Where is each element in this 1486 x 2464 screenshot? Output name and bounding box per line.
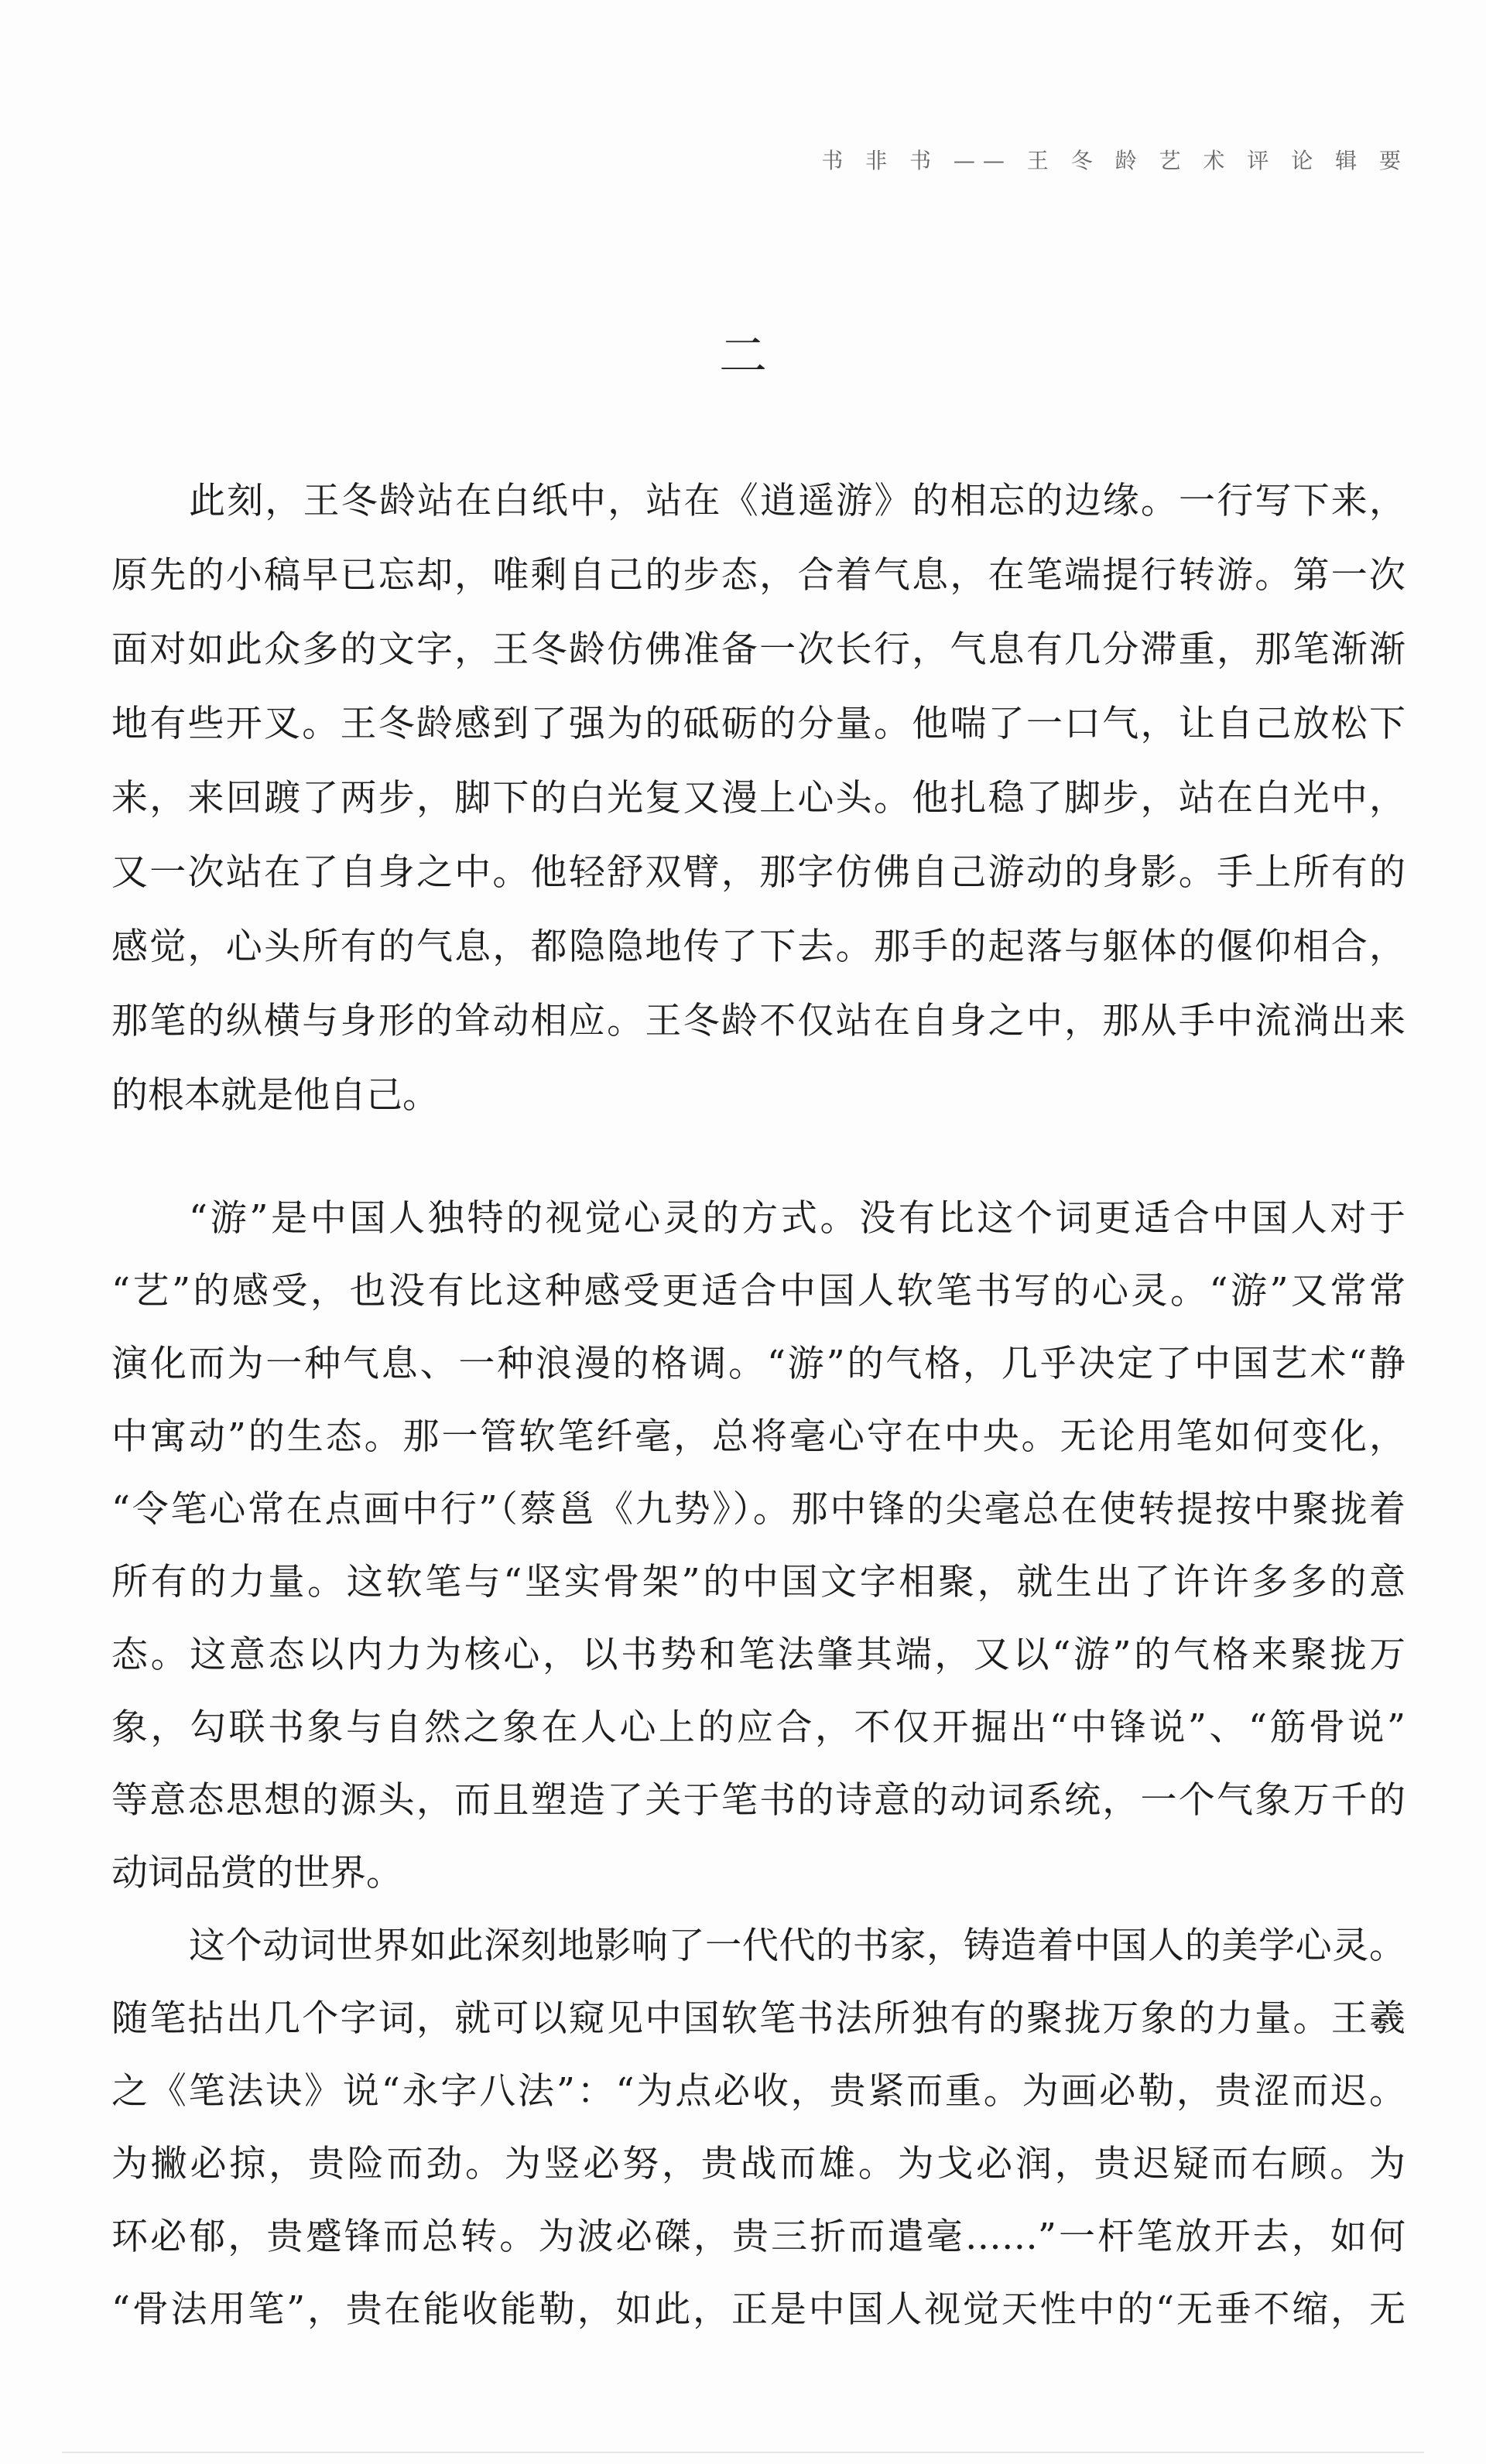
text-line: 态。这意态以内力为核心，以书势和笔法肇其端，又以“游”的气格来聚拢万: [111, 1634, 1406, 1676]
text-line: 随笔拈出几个字词，就可以窥见中国软笔书法所独有的聚拢万象的力量。王羲: [111, 1997, 1406, 2040]
passage-one: [111, 464, 1406, 1133]
text-line: 中寓动”的生态。那一管软笔纤毫，总将毫心守在中央。无论用笔如何变化，: [111, 1415, 1406, 1458]
text-line: 地有些开叉。王冬龄感到了强为的砥砺的分量。他喘了一口气，让自己放松下: [111, 703, 1406, 745]
text-line: 演化而为一种气息、一种浪漫的格调。“游”的气格，几乎决定了中国艺术“静: [111, 1343, 1406, 1385]
text-line: 所有的力量。这软笔与“坚实骨架”的中国文字相聚，就生出了许许多多的意: [111, 1561, 1406, 1603]
text-line: 这个动词世界如此深刻地影响了一代代的书家，铸造着中国人的美学心灵。: [189, 1925, 1406, 1967]
text-line: 原先的小稿早已忘却，唯剩自己的步态，合着气息，在笔端提行转游。第一次: [111, 554, 1406, 597]
text-line: 又一次站在了自身之中。他轻舒双臂，那字仿佛自己游动的身影。手上所有的: [111, 851, 1406, 894]
text-line: 之《笔法诀》说“永字八法”：“为点必收，贵紧而重。为画必勒，贵涩而迟。: [111, 2070, 1406, 2113]
text-line: 此刻，王冬龄站在白纸中，站在《逍遥游》的相忘的边缘。一行写下来，: [189, 480, 1406, 522]
section-number: 二: [718, 327, 767, 384]
text-line: 象，勾联书象与自然之象在人心上的应合，不仅开掘出“中锋说”、“筋骨说”: [111, 1706, 1406, 1749]
page-bottom-edge: [62, 2452, 1424, 2453]
text-line: “艺”的感受，也没有比这种感受更适合中国人软笔书写的心灵。“游”又常常: [111, 1270, 1406, 1312]
text-line: “游”是中国人独特的视觉心灵的方式。没有比这个词更适合中国人对于: [189, 1197, 1406, 1240]
running-header: 书 非 书 —— 王 冬 龄 艺 术 评 论 辑 要: [821, 148, 1409, 173]
text-line: 面对如此众多的文字，王冬龄仿佛准备一次长行，气息有几分滞重，那笔渐渐: [111, 628, 1406, 671]
text-line: 的根本就是他自己。: [111, 1074, 439, 1117]
text-line: “令笔心常在点画中行”（蔡邕《九势》）。那中锋的尖毫总在使转提按中聚拢着: [111, 1488, 1406, 1531]
text-line: 来，来回踱了两步，脚下的白光复又漫上心头。他扎稳了脚步，站在白光中，: [111, 777, 1406, 820]
text-line: 那笔的纵横与身形的耸动相应。王冬龄不仅站在自身之中，那从手中流淌出来: [111, 1000, 1406, 1042]
text-line: 感觉，心头所有的气息，都隐隐地传了下去。那手的起落与躯体的偃仰相合，: [111, 926, 1406, 968]
text-line: 为撇必掠，贵险而劲。为竖必努，贵战而雄。为戈必润，贵迟疑而右顾。为: [111, 2143, 1406, 2185]
text-line: 动词品赏的世界。: [111, 1852, 402, 1894]
text-line: 环必郁，贵蹙锋而总转。为波必磔，贵三折而遣毫……”一杆笔放开去，如何: [111, 2216, 1406, 2258]
text-line: 等意态思想的源头，而且塑造了关于笔书的诗意的动词系统，一个气象万千的: [111, 1779, 1406, 1822]
text-line: “骨法用笔”，贵在能收能勒，如此，正是中国人视觉天性中的“无垂不缩，无: [111, 2288, 1406, 2331]
passage-two: [111, 1182, 1406, 2346]
